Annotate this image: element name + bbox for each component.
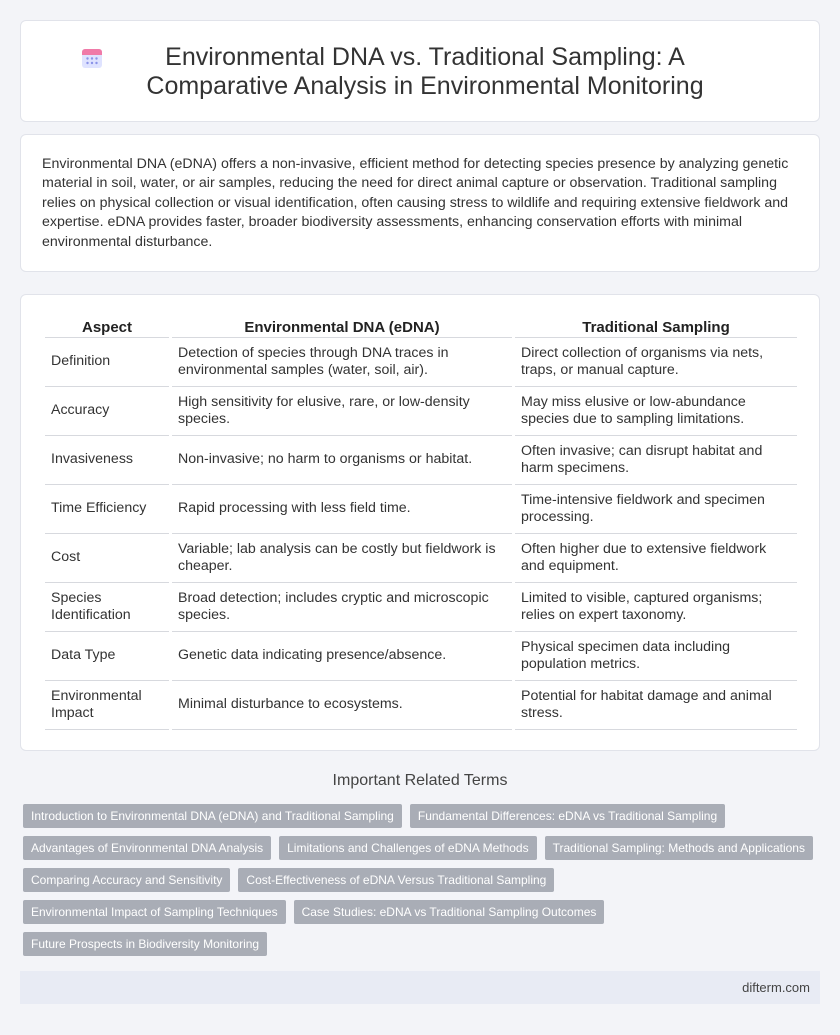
traditional-cell: Time-intensive fieldwork and specimen processing. <box>515 485 797 534</box>
header-aspect: Aspect <box>45 315 169 338</box>
edna-cell: Broad detection; includes cryptic and microscopic species. <box>172 583 512 632</box>
title-card <box>20 20 820 122</box>
related-term-tag[interactable]: Traditional Sampling: Methods and Applications <box>545 836 813 860</box>
table-row <box>45 436 797 485</box>
related-term-tag[interactable]: Advantages of Environmental DNA Analysis <box>23 836 271 860</box>
related-term-tag[interactable]: Introduction to Environmental DNA (eDNA) and Traditional Sampling <box>23 804 402 828</box>
related-term-tag[interactable]: Limitations and Challenges of eDNA Methods <box>279 836 536 860</box>
traditional-cell: Physical specimen data including population metrics. <box>515 632 797 681</box>
comparison-table-card <box>20 294 820 751</box>
edna-cell: Detection of species through DNA traces in environmental samples (water, soil, air). <box>172 338 512 387</box>
table-row <box>45 534 797 583</box>
related-term-tag[interactable]: Future Prospects in Biodiversity Monitoring <box>23 932 267 956</box>
footer-site-link[interactable]: difterm.com <box>742 980 810 995</box>
aspect-cell: Data Type <box>45 632 169 681</box>
comparison-table <box>42 315 800 730</box>
edna-cell: Non-invasive; no harm to organisms or habitat. <box>172 436 512 485</box>
related-term-tag[interactable]: Comparing Accuracy and Sensitivity <box>23 868 230 892</box>
related-term-tag[interactable]: Fundamental Differences: eDNA vs Traditional Sampling <box>410 804 725 828</box>
edna-cell: Genetic data indicating presence/absence. <box>172 632 512 681</box>
edna-cell: Variable; lab analysis can be costly but fieldwork is cheaper. <box>172 534 512 583</box>
table-row <box>45 485 797 534</box>
table-row <box>45 681 797 730</box>
edna-cell: Rapid processing with less field time. <box>172 485 512 534</box>
footer <box>20 971 820 1004</box>
traditional-cell: Often higher due to extensive fieldwork and equipment. <box>515 534 797 583</box>
table-header-row <box>45 315 797 338</box>
table-row <box>45 387 797 436</box>
aspect-cell: Definition <box>45 338 169 387</box>
aspect-cell: Species Identification <box>45 583 169 632</box>
traditional-cell: May miss elusive or low-abundance species due to sampling limitations. <box>515 387 797 436</box>
edna-cell: Minimal disturbance to ecosystems. <box>172 681 512 730</box>
aspect-cell: Cost <box>45 534 169 583</box>
table-row <box>45 338 797 387</box>
related-term-tag[interactable]: Cost-Effectiveness of eDNA Versus Traditional Sampling <box>238 868 554 892</box>
related-term-tag[interactable]: Case Studies: eDNA vs Traditional Sampling Outcomes <box>294 900 605 924</box>
table-row <box>45 632 797 681</box>
intro-paragraph: Environmental DNA (eDNA) offers a non-invasive, efficient method for detecting species presence by analyzing genetic material in soil, water, or air samples, reducing the need for direct animal capture or observation. Traditional sampling relies on physical collection or visual identification, often causing stress to wildlife and requiring extensive fieldwork and expertise. eDNA provides faster, broader biodiversity assessments, enhancing conservation efforts with minimal environmental disturbance. <box>42 156 789 250</box>
edna-cell: High sensitivity for elusive, rare, or low-density species. <box>172 387 512 436</box>
page-title: Environmental DNA vs. Traditional Sampling: A Comparative Analysis in Environmental Monitoring <box>146 43 704 100</box>
related-term-tag[interactable]: Environmental Impact of Sampling Techniques <box>23 900 286 924</box>
traditional-cell: Often invasive; can disrupt habitat and harm specimens. <box>515 436 797 485</box>
related-terms-heading: Important Related Terms <box>332 772 508 789</box>
traditional-cell: Limited to visible, captured organisms; relies on expert taxonomy. <box>515 583 797 632</box>
traditional-cell: Direct collection of organisms via nets, traps, or manual capture. <box>515 338 797 387</box>
header-edna: Environmental DNA (eDNA) <box>172 315 512 338</box>
table-row <box>45 583 797 632</box>
aspect-cell: Time Efficiency <box>45 485 169 534</box>
header-traditional: Traditional Sampling <box>515 315 797 338</box>
traditional-cell: Potential for habitat damage and animal stress. <box>515 681 797 730</box>
aspect-cell: Accuracy <box>45 387 169 436</box>
aspect-cell: Invasiveness <box>45 436 169 485</box>
aspect-cell: Environmental Impact <box>45 681 169 730</box>
related-terms-list <box>23 804 823 964</box>
intro-card <box>20 134 820 272</box>
